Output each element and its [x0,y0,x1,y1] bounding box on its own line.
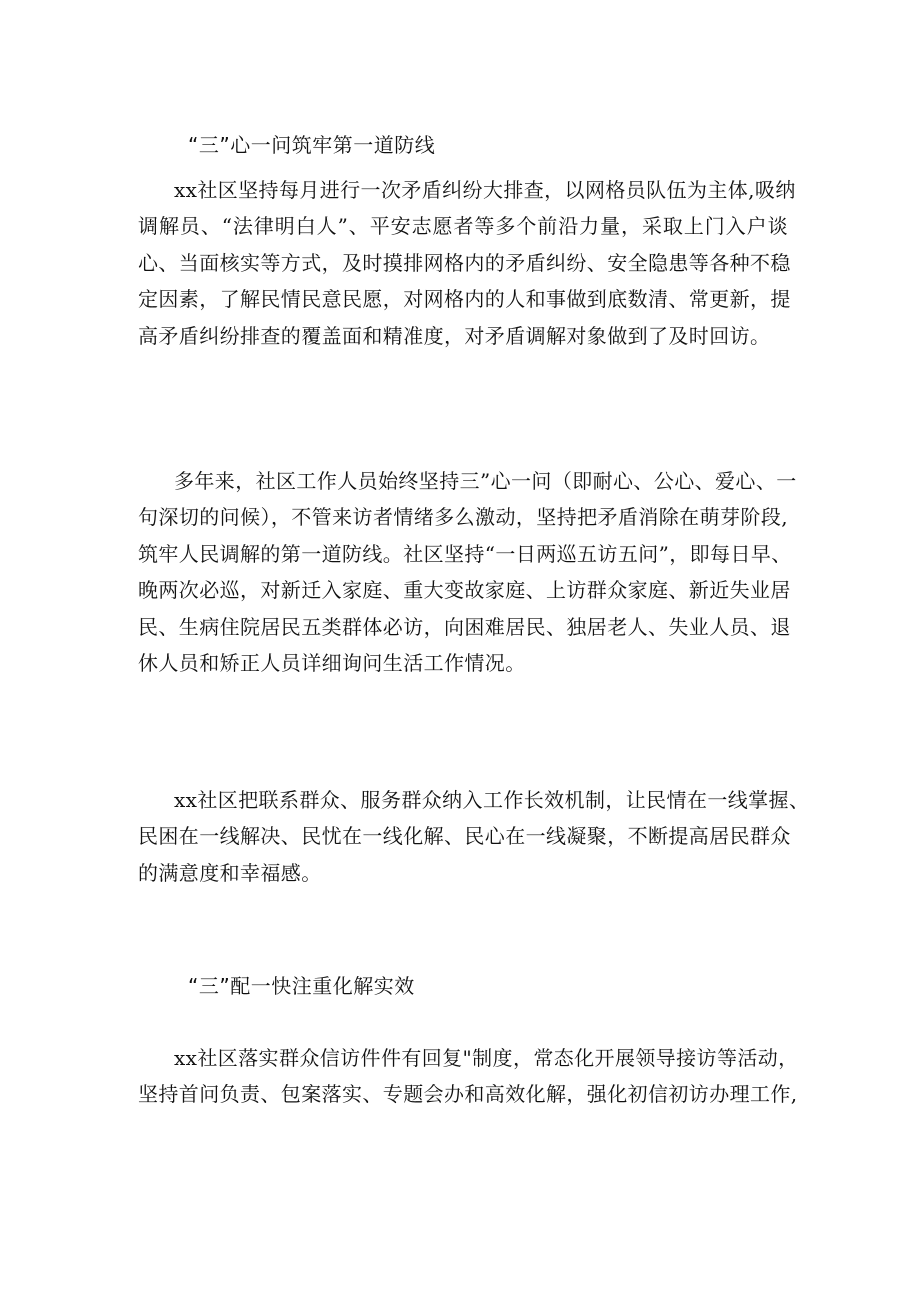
section-heading-2: “三”配一快注重化解实效 [188,974,415,998]
paragraph-line: 的满意度和幸福感。 [138,860,322,885]
paragraph-line: 坚持首问负责、包案落实、专题会办和高效化解，强化初信初访办理工作, [138,1082,798,1107]
paragraph-line: 筑牢人民调解的第一道防线。社区坚持“一日两巡五访五问”，即每日早、 [138,541,792,566]
paragraph-1 [138,172,796,354]
paragraph-line: xx社区落实群众信访件件有回复"制度，常态化开展领导接访等活动， [174,1046,799,1070]
paragraph-line: 心、当面核实等方式，及时摸排网格内的矛盾纠纷、安全隐患等各种不稳 [138,250,791,275]
paragraph-line: 高矛盾纠纷排查的覆盖面和精准度，对矛盾调解对象做到了及时回访。 [138,323,771,348]
paragraph-line: 定因素，了解民情民意民愿，对网格内的人和事做到底数清、常更新，提 [138,287,791,312]
paragraph-line: 休人员和矫正人员详细询问生活工作情况。 [138,651,526,676]
paragraph-line: 民、生病住院居民五类群体必访，向困难居民、独居老人、失业人员、退 [138,614,791,639]
paragraph-line: 句深切的问候），不管来访者情绪多么激动，坚持把矛盾消除在萌芽阶段, [138,505,788,530]
paragraph-line: xx社区坚持每月进行一次矛盾纠纷大排查，以网格员队伍为主体,吸纳 [174,178,796,202]
paragraph-line: 民困在一线解决、民忧在一线化解、民心在一线凝聚，不断提高居民群众 [138,824,791,849]
paragraph-4 [138,1040,799,1113]
paragraph-line: 调解员、“法律明白人”、平安志愿者等多个前沿力量，采取上门入户谈 [138,214,788,239]
paragraph-line: 多年来，社区工作人员始终坚持三”心一问（即耐心、公心、爱心、一 [174,469,797,493]
paragraph-2 [138,463,797,681]
paragraph-line: 晚两次必巡，对新迁入家庭、重大变故家庭、上访群众家庭、新近失业居 [138,578,791,603]
section-heading-1: “三”心一问筑牢第一道防线 [188,133,436,157]
paragraph-line: xx社区把联系群众、服务群众纳入工作长效机制，让民情在一线掌握、 [174,788,810,812]
paragraph-3 [138,782,810,891]
